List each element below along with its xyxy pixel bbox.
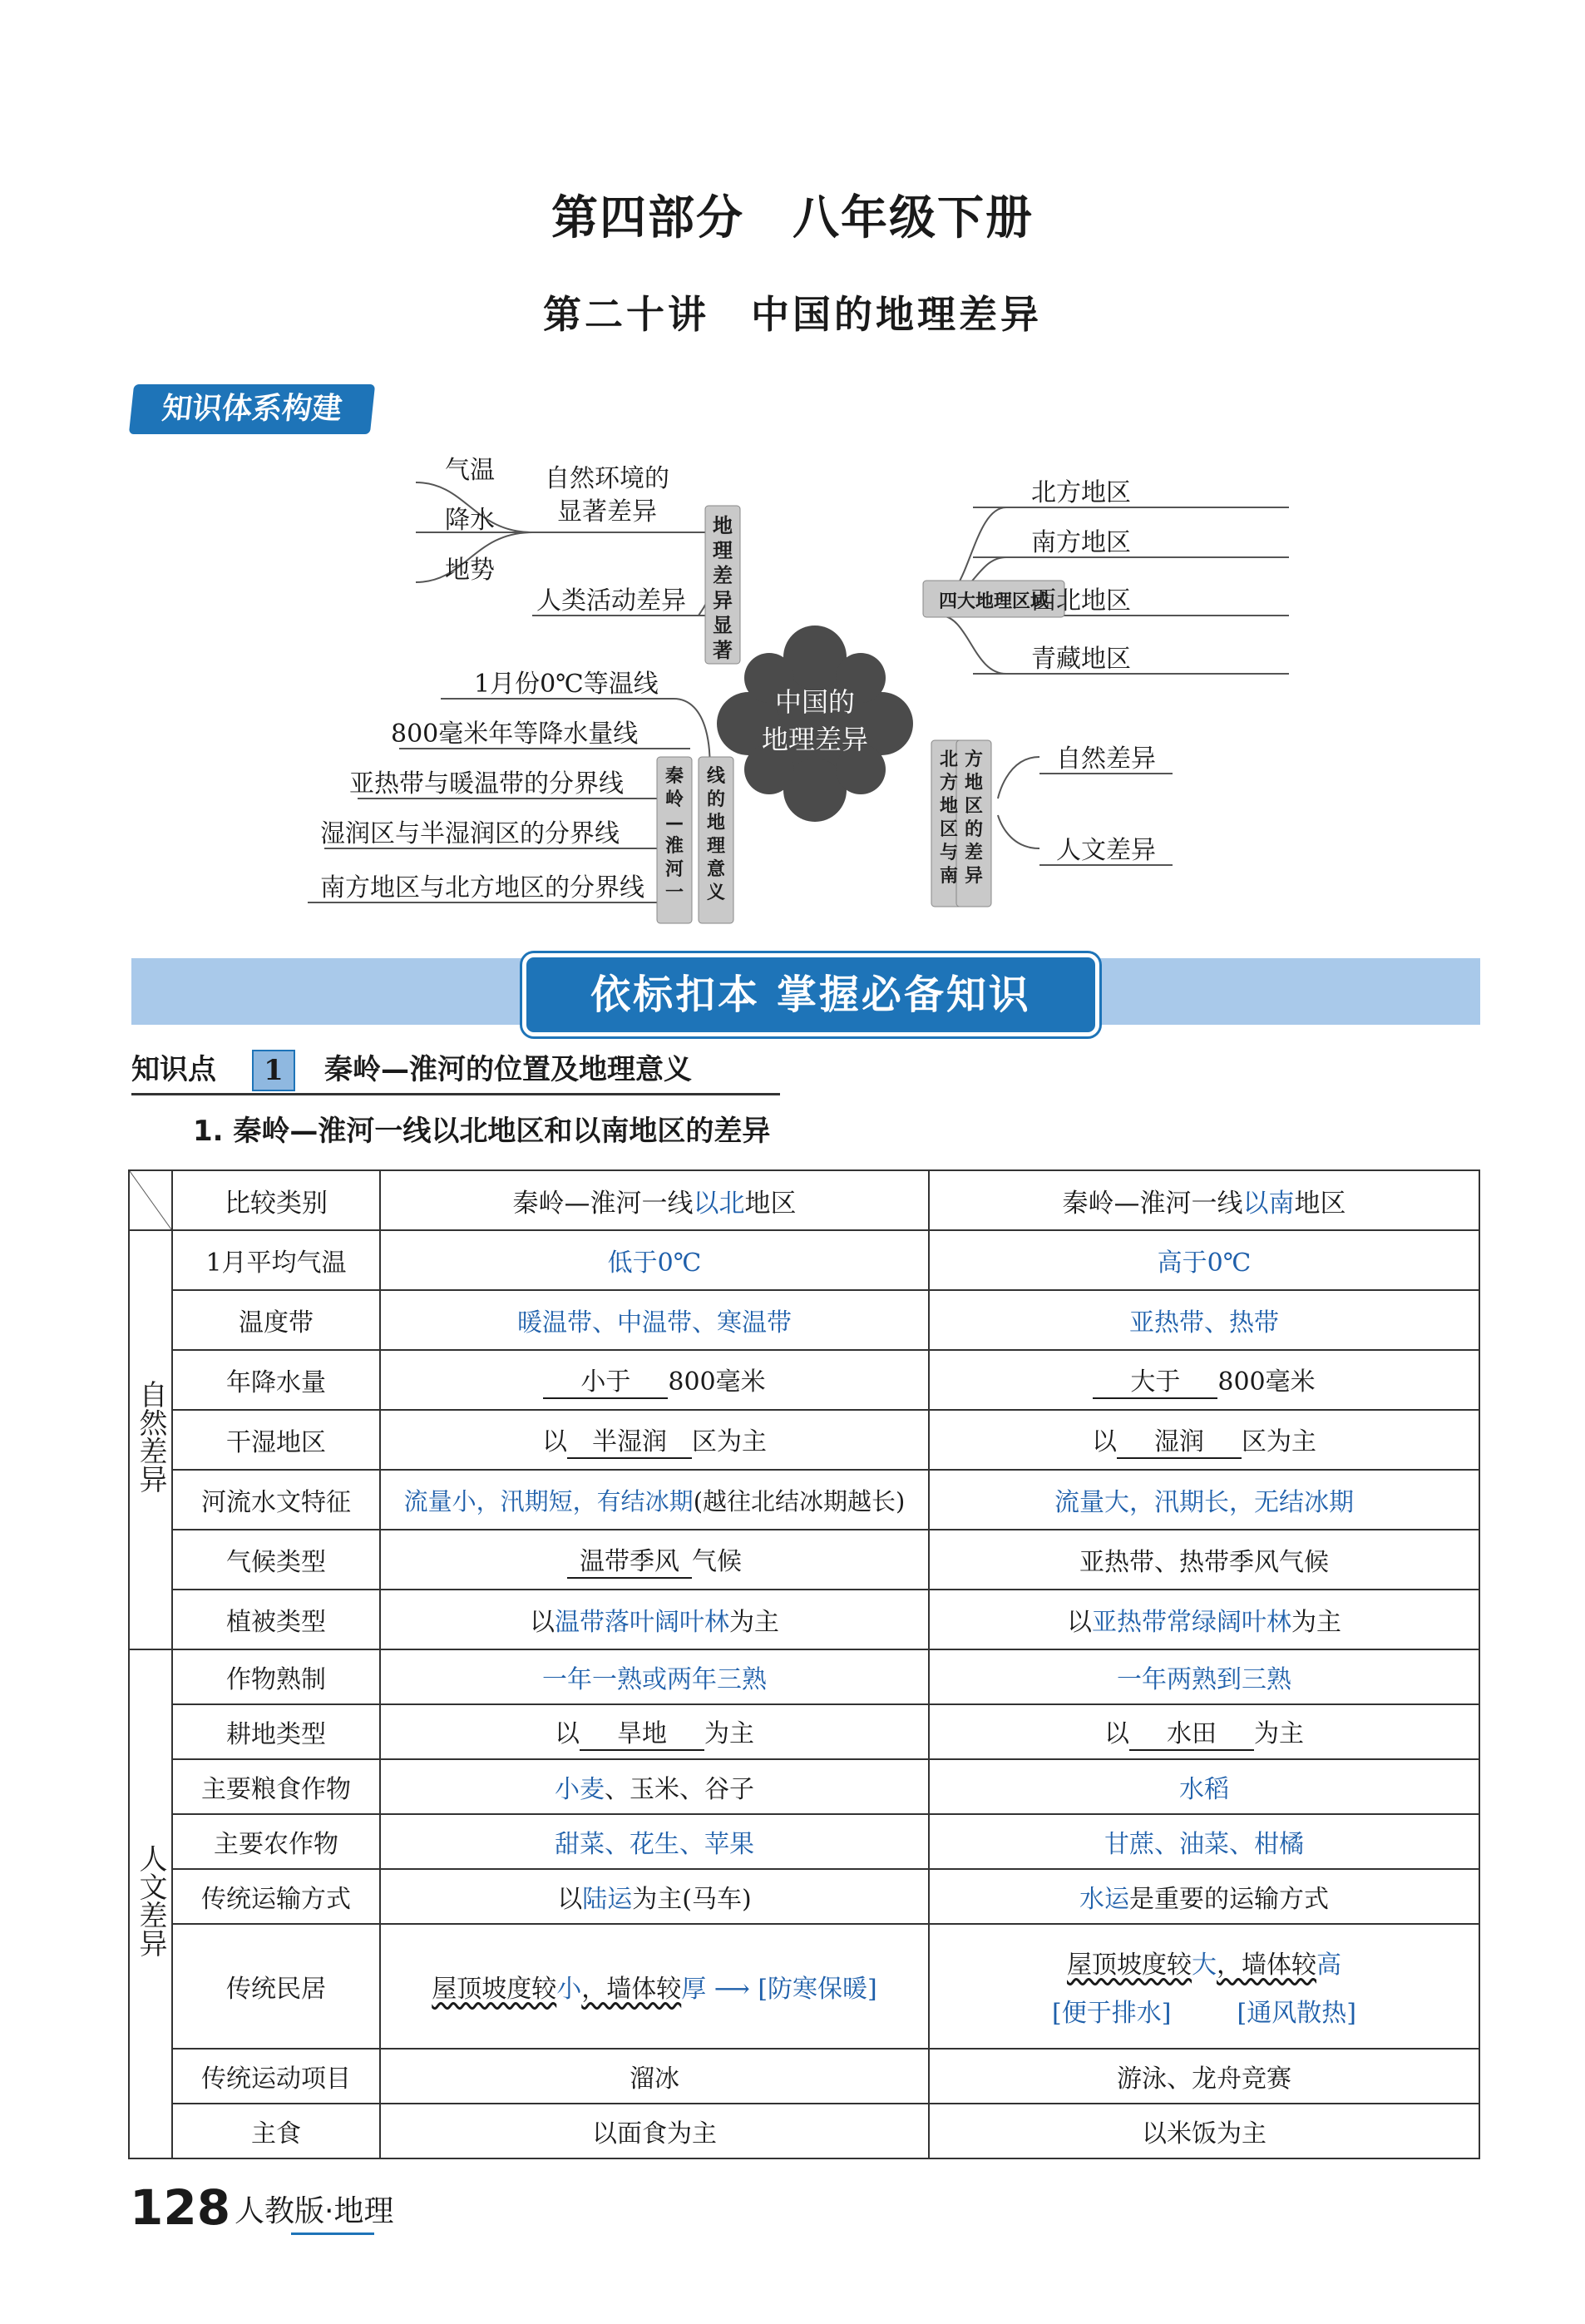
row-item: 作物熟制 bbox=[172, 1649, 380, 1704]
house-north-c: ，墙体较 bbox=[581, 1975, 682, 2004]
row-north-blue: 温带落叶阔叶林 bbox=[555, 1608, 729, 1637]
table-row bbox=[129, 1759, 1479, 1814]
row-north bbox=[380, 1759, 929, 1814]
row-north: 溜冰 bbox=[380, 2049, 929, 2104]
ns-natural: 自然差异 bbox=[1056, 744, 1156, 774]
svg-text:著: 著 bbox=[713, 639, 733, 662]
table-row bbox=[129, 1530, 1479, 1590]
row-south-blue: 亚热带常绿阔叶林 bbox=[1092, 1608, 1291, 1637]
row-north: 甜菜、花生、苹果 bbox=[380, 1814, 929, 1869]
region-north: 北方地区 bbox=[1031, 478, 1131, 507]
section-label: 知识体系构建 bbox=[129, 384, 375, 434]
svg-text:秦: 秦 bbox=[664, 766, 684, 787]
fill-blank: 旱地 bbox=[580, 1713, 704, 1751]
house-south-notes bbox=[933, 1992, 1475, 2029]
row-north-pre: 以 bbox=[530, 1608, 555, 1637]
fill-blank: 半湿润 bbox=[567, 1421, 692, 1459]
row-south: 甘蔗、油菜、柑橘 bbox=[929, 1814, 1479, 1869]
row-item: 干湿地区 bbox=[172, 1410, 380, 1470]
part-title: 第四部分 八年级下册 bbox=[551, 190, 1034, 245]
header-north-hl: 以北 bbox=[693, 1188, 745, 1219]
house-north-note: [防寒保暖] bbox=[758, 1975, 877, 2004]
fill-blank: 温带季风 bbox=[567, 1540, 692, 1579]
svg-text:理: 理 bbox=[706, 836, 726, 857]
svg-text:岭: 岭 bbox=[664, 789, 684, 810]
header-north-post: 地区 bbox=[744, 1188, 797, 1219]
house-north-d: 厚 bbox=[681, 1975, 707, 2004]
mm-item-precip: 降水 bbox=[445, 506, 495, 535]
region-northwest: 西北地区 bbox=[1031, 586, 1131, 616]
row-south bbox=[929, 1410, 1479, 1470]
row-south: 流量大，汛期长，无结冰期 bbox=[929, 1470, 1479, 1530]
table-row bbox=[129, 1290, 1479, 1350]
kp-title: 秦岭—淮河的位置及地理意义 bbox=[324, 1053, 692, 1086]
qinling-item-2: 800毫米年等降水量线 bbox=[391, 719, 639, 749]
svg-text:区: 区 bbox=[964, 796, 984, 817]
svg-text:显: 显 bbox=[713, 614, 733, 637]
row-north-pre: 以 bbox=[555, 1719, 580, 1748]
table-row bbox=[129, 1704, 1479, 1759]
fill-blank: 大于 bbox=[1093, 1361, 1217, 1399]
header-south-post: 地区 bbox=[1294, 1188, 1346, 1219]
house-south-line bbox=[933, 1944, 1475, 1980]
row-item: 年降水量 bbox=[172, 1350, 380, 1410]
kp-label: 知识点 bbox=[131, 1053, 216, 1086]
row-north bbox=[380, 1350, 929, 1410]
svg-text:区: 区 bbox=[939, 819, 959, 840]
row-north-blue: 流量小，汛期短，有结冰期 bbox=[403, 1486, 694, 1516]
row-item: 传统民居 bbox=[172, 1924, 380, 2049]
svg-text:与: 与 bbox=[939, 843, 959, 863]
row-south bbox=[929, 1924, 1479, 2049]
svg-text:地: 地 bbox=[964, 773, 984, 794]
row-item: 植被类型 bbox=[172, 1590, 380, 1649]
row-item: 气候类型 bbox=[172, 1530, 380, 1590]
region-label: 四大地理区域 bbox=[938, 591, 1049, 612]
region-qingzang: 青藏地区 bbox=[1031, 645, 1131, 674]
qinling-item-1: 1月份0℃等温线 bbox=[474, 670, 659, 699]
house-north-a: 屋顶坡度较 bbox=[432, 1975, 557, 2004]
header-category: 比较类别 bbox=[172, 1170, 380, 1230]
group-natural-label: 自然差异 bbox=[134, 1379, 167, 1493]
row-item: 主食 bbox=[172, 2104, 380, 2158]
table-row bbox=[129, 1410, 1479, 1470]
row-south: 游泳、龙舟竞赛 bbox=[929, 2049, 1479, 2104]
svg-text:的: 的 bbox=[964, 819, 984, 840]
table-row bbox=[129, 1590, 1479, 1649]
svg-text:地: 地 bbox=[713, 514, 733, 537]
row-north-rest: (越往北结冰期越长) bbox=[693, 1486, 906, 1516]
house-south-a: 屋顶坡度较 bbox=[1067, 1951, 1192, 1980]
svg-text:淮: 淮 bbox=[664, 836, 684, 857]
row-item: 河流水文特征 bbox=[172, 1470, 380, 1530]
svg-text:差: 差 bbox=[713, 564, 733, 587]
row-south: 一年两熟到三熟 bbox=[929, 1649, 1479, 1704]
row-south bbox=[929, 1350, 1479, 1410]
row-north-blue: 陆运 bbox=[582, 1885, 633, 1914]
corner-cell bbox=[129, 1170, 172, 1230]
footer-underline bbox=[291, 2233, 374, 2235]
page-number: 128 bbox=[130, 2179, 231, 2236]
table-row bbox=[129, 2049, 1479, 2104]
row-south: 亚热带、热带 bbox=[929, 1290, 1479, 1350]
row-south bbox=[929, 1704, 1479, 1759]
svg-text:理: 理 bbox=[713, 539, 733, 562]
row-north-rest: 、玉米、谷子 bbox=[605, 1775, 754, 1804]
comparison-table bbox=[128, 1169, 1480, 2159]
row-north bbox=[380, 1530, 929, 1590]
table-row bbox=[129, 1350, 1479, 1410]
row-item: 传统运动项目 bbox=[172, 2049, 380, 2104]
row-south-blue: 水运 bbox=[1079, 1885, 1129, 1914]
table-row bbox=[129, 1924, 1479, 2049]
row-south-rest: 为主 bbox=[1254, 1719, 1304, 1748]
row-north bbox=[380, 1410, 929, 1470]
row-north-pre: 以 bbox=[542, 1427, 567, 1456]
row-north-rest: 800毫米 bbox=[668, 1367, 766, 1397]
row-north bbox=[380, 1470, 929, 1530]
row-item: 主要粮食作物 bbox=[172, 1759, 380, 1814]
row-item: 主要农作物 bbox=[172, 1814, 380, 1869]
row-north: 一年一熟或两年三熟 bbox=[380, 1649, 929, 1704]
knowledge-point-heading bbox=[131, 1046, 797, 1093]
row-item: 1月平均气温 bbox=[172, 1230, 380, 1290]
house-north-b: 小 bbox=[556, 1975, 582, 2004]
header-south bbox=[929, 1170, 1479, 1230]
row-north: 暖温带、中温带、寒温带 bbox=[380, 1290, 929, 1350]
svg-text:异: 异 bbox=[964, 866, 984, 887]
table-row bbox=[129, 1470, 1479, 1530]
kp-number: 1 bbox=[252, 1050, 295, 1091]
row-south-pre: 以 bbox=[1104, 1719, 1129, 1748]
mind-map bbox=[308, 449, 1306, 932]
svg-text:南: 南 bbox=[939, 866, 959, 887]
house-south-d: 高 bbox=[1316, 1951, 1341, 1980]
row-north: 以面食为主 bbox=[380, 2104, 929, 2158]
svg-text:的: 的 bbox=[706, 789, 726, 810]
group-natural bbox=[129, 1230, 172, 1649]
header-north bbox=[380, 1170, 929, 1230]
row-north-rest: 气候 bbox=[692, 1547, 742, 1576]
row-north-blue: 小麦 bbox=[555, 1775, 605, 1804]
qinling-item-3: 亚热带与暖温带的分界线 bbox=[349, 769, 624, 799]
qinling-item-5: 南方地区与北方地区的分界线 bbox=[320, 873, 644, 902]
row-north bbox=[380, 1590, 929, 1649]
house-south-b: 大 bbox=[1192, 1951, 1217, 1980]
table-row bbox=[129, 2104, 1479, 2158]
kp-underline bbox=[131, 1093, 780, 1095]
svg-text:方: 方 bbox=[939, 773, 959, 794]
row-north bbox=[380, 1869, 929, 1924]
center-line-1: 中国的 bbox=[774, 686, 856, 718]
table-row bbox=[129, 1869, 1479, 1924]
row-south bbox=[929, 1869, 1479, 1924]
mm-item-terrain: 地势 bbox=[445, 556, 495, 585]
header-north-pre: 秦岭—淮河一线 bbox=[512, 1188, 694, 1219]
row-north-rest: 区为主 bbox=[692, 1427, 767, 1456]
house-south-c: ，墙体较 bbox=[1217, 1951, 1316, 1980]
mm-item-temp: 气温 bbox=[445, 456, 495, 485]
mm-natural-2: 显著差异 bbox=[557, 497, 657, 527]
row-north-pre: 以 bbox=[557, 1885, 583, 1914]
row-north: 低于0℃ bbox=[380, 1230, 929, 1290]
row-south bbox=[929, 1590, 1479, 1649]
header-south-pre: 秦岭—淮河一线 bbox=[1062, 1188, 1243, 1219]
row-south: 高于0℃ bbox=[929, 1230, 1479, 1290]
arrow-icon: ⟶ bbox=[713, 1975, 758, 2004]
mm-natural-1: 自然环境的 bbox=[545, 464, 669, 493]
row-north-rest: 为主 bbox=[704, 1719, 754, 1748]
edition-label: 人教版·地理 bbox=[235, 2194, 394, 2228]
svg-text:义: 义 bbox=[706, 883, 726, 903]
sub-heading: 1. 秦岭—淮河一线以北地区和以南地区的差异 bbox=[193, 1115, 771, 1148]
row-north bbox=[380, 1704, 929, 1759]
table-header-row bbox=[129, 1170, 1479, 1230]
fill-blank: 小于 bbox=[543, 1361, 668, 1399]
row-south: 水稻 bbox=[929, 1759, 1479, 1814]
mm-human: 人类活动差异 bbox=[536, 586, 686, 616]
svg-text:一: 一 bbox=[664, 883, 684, 903]
qinling-item-4: 湿润区与半湿润区的分界线 bbox=[320, 819, 620, 848]
svg-text:—: — bbox=[665, 813, 684, 833]
row-north-rest: 为主 bbox=[729, 1608, 779, 1637]
center-line-2: 地理差异 bbox=[761, 724, 869, 755]
row-south-pre: 以 bbox=[1067, 1608, 1092, 1637]
svg-text:地: 地 bbox=[706, 813, 726, 833]
fill-blank: 湿润 bbox=[1117, 1421, 1242, 1459]
row-south-rest: 为主 bbox=[1291, 1608, 1341, 1637]
svg-text:异: 异 bbox=[713, 589, 733, 612]
fill-blank: 水田 bbox=[1129, 1713, 1254, 1751]
svg-text:方: 方 bbox=[964, 749, 984, 770]
row-item: 传统运输方式 bbox=[172, 1869, 380, 1924]
row-south-rest: 800毫米 bbox=[1217, 1367, 1316, 1397]
header-south-hl: 以南 bbox=[1242, 1188, 1295, 1219]
svg-text:意: 意 bbox=[706, 859, 726, 880]
row-item: 温度带 bbox=[172, 1290, 380, 1350]
row-north bbox=[380, 1924, 929, 2049]
table-row bbox=[129, 1230, 1479, 1290]
ns-human: 人文差异 bbox=[1056, 836, 1156, 865]
row-item: 耕地类型 bbox=[172, 1704, 380, 1759]
svg-text:线: 线 bbox=[706, 766, 726, 787]
row-south: 亚热带、热带季风气候 bbox=[929, 1530, 1479, 1590]
banner-title: 依标扣本 掌握必备知识 bbox=[522, 953, 1099, 1036]
group-human-label: 人文差异 bbox=[134, 1843, 167, 1957]
svg-text:差: 差 bbox=[964, 843, 984, 863]
svg-text:河: 河 bbox=[664, 859, 684, 880]
lecture-title: 第二十讲 中国的地理差异 bbox=[543, 292, 1042, 337]
house-south-note1: [便于排水] bbox=[1052, 1999, 1172, 2028]
row-north-rest: 为主(马车) bbox=[632, 1885, 752, 1914]
group-human bbox=[129, 1649, 172, 2158]
row-south: 以米饭为主 bbox=[929, 2104, 1479, 2158]
svg-text:北: 北 bbox=[939, 749, 959, 770]
row-south-rest: 区为主 bbox=[1242, 1427, 1316, 1456]
table-row bbox=[129, 1814, 1479, 1869]
row-south-rest: 是重要的运输方式 bbox=[1129, 1885, 1329, 1914]
svg-text:地: 地 bbox=[939, 796, 959, 817]
table-row bbox=[129, 1649, 1479, 1704]
row-south-pre: 以 bbox=[1092, 1427, 1117, 1456]
house-south-note2: [通风散热] bbox=[1237, 1999, 1356, 2028]
region-south: 南方地区 bbox=[1031, 528, 1131, 557]
